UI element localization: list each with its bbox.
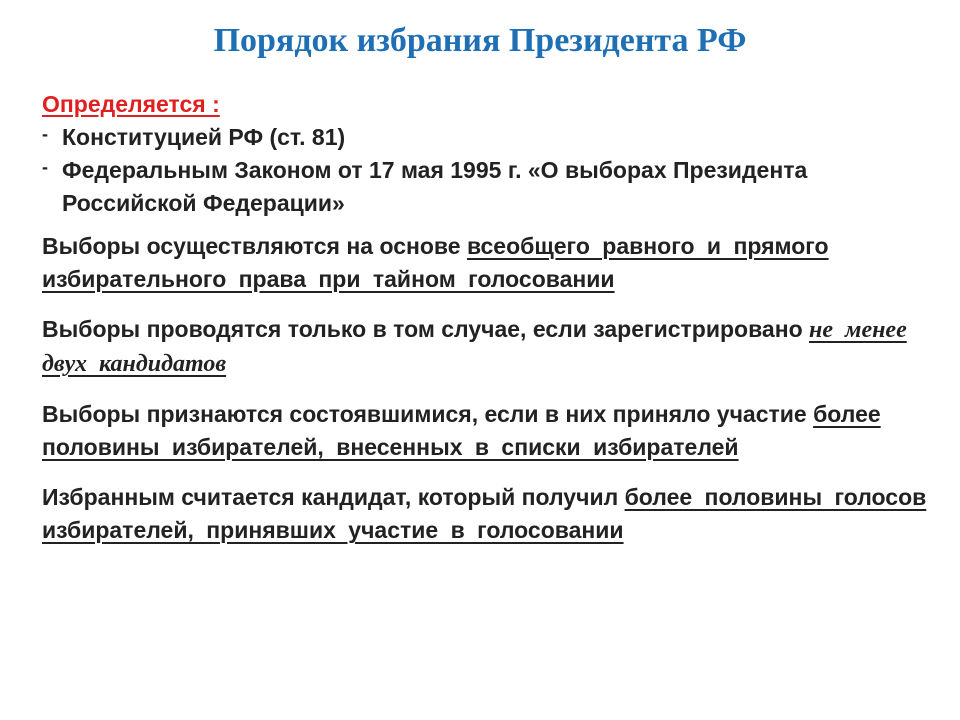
paragraph-emphasis: более половины голосов избирателей, принявших участие в голосовании xyxy=(42,484,927,543)
paragraph-winner xyxy=(42,481,942,547)
slide-title: Порядок избрания Президента РФ xyxy=(213,22,747,59)
paragraph-text: Избранным считается кандидат, который получил xyxy=(42,484,625,510)
dash-bullet-icon: - xyxy=(42,157,48,177)
paragraph-emphasis: всеобщего равного и прямого избирательного права при тайном голосовании xyxy=(42,233,829,292)
list-item xyxy=(42,154,942,220)
source-text: Федеральным Законом от 17 мая 1995 г. «О выборах Президента Российской Федерации» xyxy=(62,157,808,216)
paragraph-text: Выборы признаются состоявшимися, если в них приняло участие xyxy=(42,401,814,427)
paragraph-validity xyxy=(42,398,942,464)
paragraph-emphasis: не менее двух кандидатов xyxy=(42,317,907,377)
source-text: Конституцией РФ (ст. 81) xyxy=(62,124,346,150)
paragraph-principles xyxy=(42,230,942,296)
paragraph-candidates xyxy=(42,313,942,381)
paragraph-emphasis: более половины избирателей, внесенных в списки избирателей xyxy=(42,401,881,460)
slide-content xyxy=(42,88,942,547)
paragraph-text: Выборы проводятся только в том случае, если зарегистрировано xyxy=(42,316,810,342)
paragraph-text: Выборы осуществляются на основе xyxy=(42,233,467,259)
list-item xyxy=(42,121,942,154)
dash-bullet-icon: - xyxy=(42,124,48,144)
intro-heading: Определяется : xyxy=(42,91,220,117)
sources-list xyxy=(42,121,942,220)
